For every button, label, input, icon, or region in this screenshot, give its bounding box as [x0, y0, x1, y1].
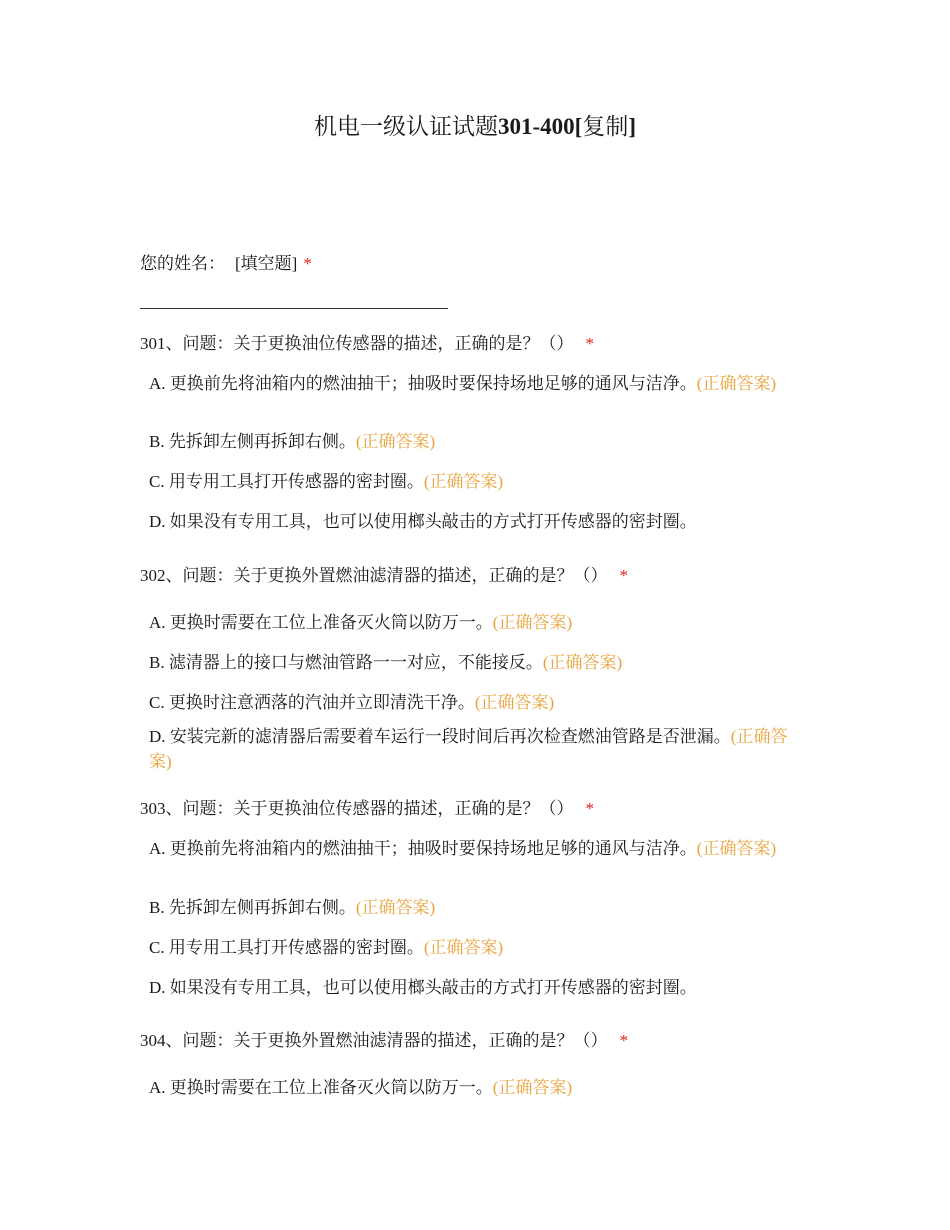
correct-answer-tag: (正确答案): [355, 432, 436, 451]
question-304: [140, 1029, 820, 1097]
option-a[interactable]: A. 更换时需要在工位上准备灭火筒以防万一。(正确答案): [149, 613, 573, 632]
option-b[interactable]: B. 滤清器上的接口与燃油管路一一对应，不能接反。(正确答案): [149, 653, 623, 672]
title-close: ]: [628, 114, 636, 139]
name-label: 您的姓名：: [140, 254, 225, 273]
option-a[interactable]: A. 更换前先将油箱内的燃油抽干；抽吸时要保持场地足够的通风与洁净。(正确答案): [149, 839, 777, 858]
option-b[interactable]: B. 先拆卸左侧再拆卸右侧。(正确答案): [149, 898, 436, 917]
correct-answer-tag: (正确答案): [492, 1078, 573, 1097]
correct-answer-tag: (正确答案): [423, 938, 504, 957]
correct-answer-tag: (正确答案): [474, 693, 555, 712]
correct-answer-tag: (正确答案): [696, 374, 777, 393]
question-303: [140, 797, 820, 997]
option-c[interactable]: C. 用专用工具打开传感器的密封圈。(正确答案): [149, 472, 504, 491]
question-type-tag: [填空题]: [235, 254, 298, 273]
question-302: [140, 564, 820, 771]
title-number-range: 301-400[: [498, 114, 583, 139]
required-mark: *: [303, 254, 312, 273]
option-a[interactable]: A. 更换时需要在工位上准备灭火筒以防万一。(正确答案): [149, 1078, 573, 1097]
question-stem: 303、问题：关于更换油位传感器的描述，正确的是？（） *: [140, 799, 594, 818]
option-d[interactable]: D. 如果没有专用工具，也可以使用榔头敲击的方式打开传感器的密封圈。: [149, 512, 697, 531]
question-stem: 302、问题：关于更换外置燃油滤清器的描述，正确的是？（） *: [140, 566, 628, 585]
correct-answer-tag: (正确答案): [542, 653, 623, 672]
option-d[interactable]: D. 安装完新的滤清器后需要着车运行一段时间后再次检查燃油管路是否泄漏。(正确答案): [149, 727, 788, 771]
required-mark: *: [619, 566, 628, 585]
required-mark: *: [585, 799, 594, 818]
correct-answer-tag: (正确答案): [696, 839, 777, 858]
correct-answer-tag: (正确答案): [492, 613, 573, 632]
correct-answer-tag: (正确答案): [149, 727, 788, 771]
page-title: [0, 112, 950, 142]
question-stem: 301、问题：关于更换油位传感器的描述，正确的是？（） *: [140, 334, 594, 353]
question-301: [140, 332, 820, 356]
option-d[interactable]: D. 如果没有专用工具，也可以使用榔头敲击的方式打开传感器的密封圈。: [149, 978, 697, 997]
option-c[interactable]: C. 更换时注意洒落的汽油并立即清洗干净。(正确答案): [149, 693, 555, 712]
required-mark: *: [585, 334, 594, 353]
option-c[interactable]: C. 用专用工具打开传感器的密封圈。(正确答案): [149, 938, 504, 957]
title-prefix: 机电一级认证试题: [314, 114, 498, 139]
name-question: [140, 252, 312, 276]
name-input-line[interactable]: [140, 308, 448, 309]
option-a[interactable]: A. 更换前先将油箱内的燃油抽干；抽吸时要保持场地足够的通风与洁净。(正确答案): [149, 374, 777, 393]
correct-answer-tag: (正确答案): [355, 898, 436, 917]
option-b[interactable]: B. 先拆卸左侧再拆卸右侧。(正确答案): [149, 432, 436, 451]
required-mark: *: [619, 1031, 628, 1050]
question-stem: 304、问题：关于更换外置燃油滤清器的描述，正确的是？（） *: [140, 1031, 628, 1050]
correct-answer-tag: (正确答案): [423, 472, 504, 491]
title-suffix: 复制: [582, 114, 629, 139]
